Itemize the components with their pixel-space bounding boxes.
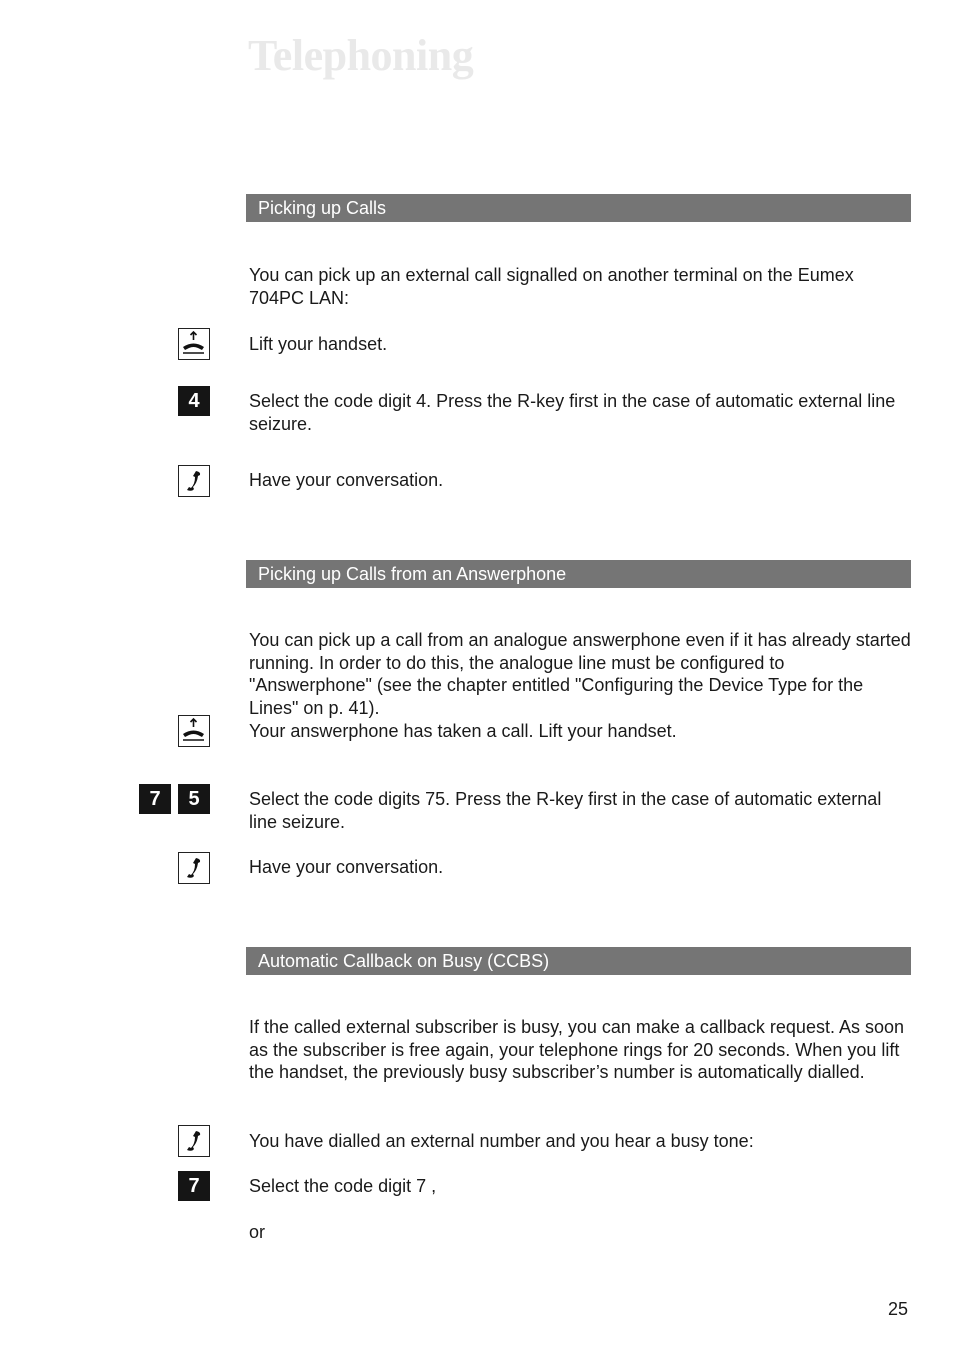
digit-key-5: 5 [178, 784, 210, 814]
section-intro: If the called external subscriber is busy, you can make a callback request. As soon as the subscriber is free again, your telephone rings for 20 seconds. When you lift the handset, the previously busy subscriber’s number is automatically dialled. [249, 1017, 905, 1082]
conversation-icon [178, 852, 210, 884]
conversation-icon [178, 465, 210, 497]
lift-handset-icon [178, 328, 210, 360]
step-text: Select the code digit 7 , [249, 1176, 437, 1196]
step-text-or: or [249, 1222, 266, 1242]
step-text: Your answerphone has taken a call. Lift your handset. [249, 721, 677, 741]
page-title: Telephoning [248, 31, 474, 80]
digit-key-7: 7 [178, 1171, 210, 1201]
section-intro: You can pick up an external call signalled on another terminal on the Eumex 704PC LAN: [249, 265, 854, 308]
conversation-icon [178, 1125, 210, 1157]
section-intro: You can pick up a call from an analogue answerphone even if it has already started running. In order to do this, the analogue line must be configured to "Answerphone" (see the chapter entitled "Configuring the Device Type for the Lines" on p. 41). [249, 630, 911, 718]
step-text: Have your conversation. [249, 470, 444, 490]
section-heading-ccbs: Automatic Callback on Busy (CCBS) [246, 947, 911, 975]
digit-key-4: 4 [178, 386, 210, 416]
digit-key-7: 7 [139, 784, 171, 814]
section-heading-answerphone: Picking up Calls from an Answerphone [246, 560, 911, 588]
step-text: Select the code digit 4. Press the R-key first in the case of automatic external line seizure. [249, 391, 896, 434]
page-number: 25 [888, 1299, 909, 1319]
step-text: Lift your handset. [249, 334, 388, 354]
lift-handset-icon [178, 715, 210, 747]
section-heading-picking-up-calls: Picking up Calls [246, 194, 911, 222]
step-text: You have dialled an external number and you hear a busy tone: [249, 1131, 754, 1151]
step-text: Have your conversation. [249, 857, 444, 877]
step-text: Select the code digits 75. Press the R-key first in the case of automatic external line seizure. [249, 789, 882, 832]
